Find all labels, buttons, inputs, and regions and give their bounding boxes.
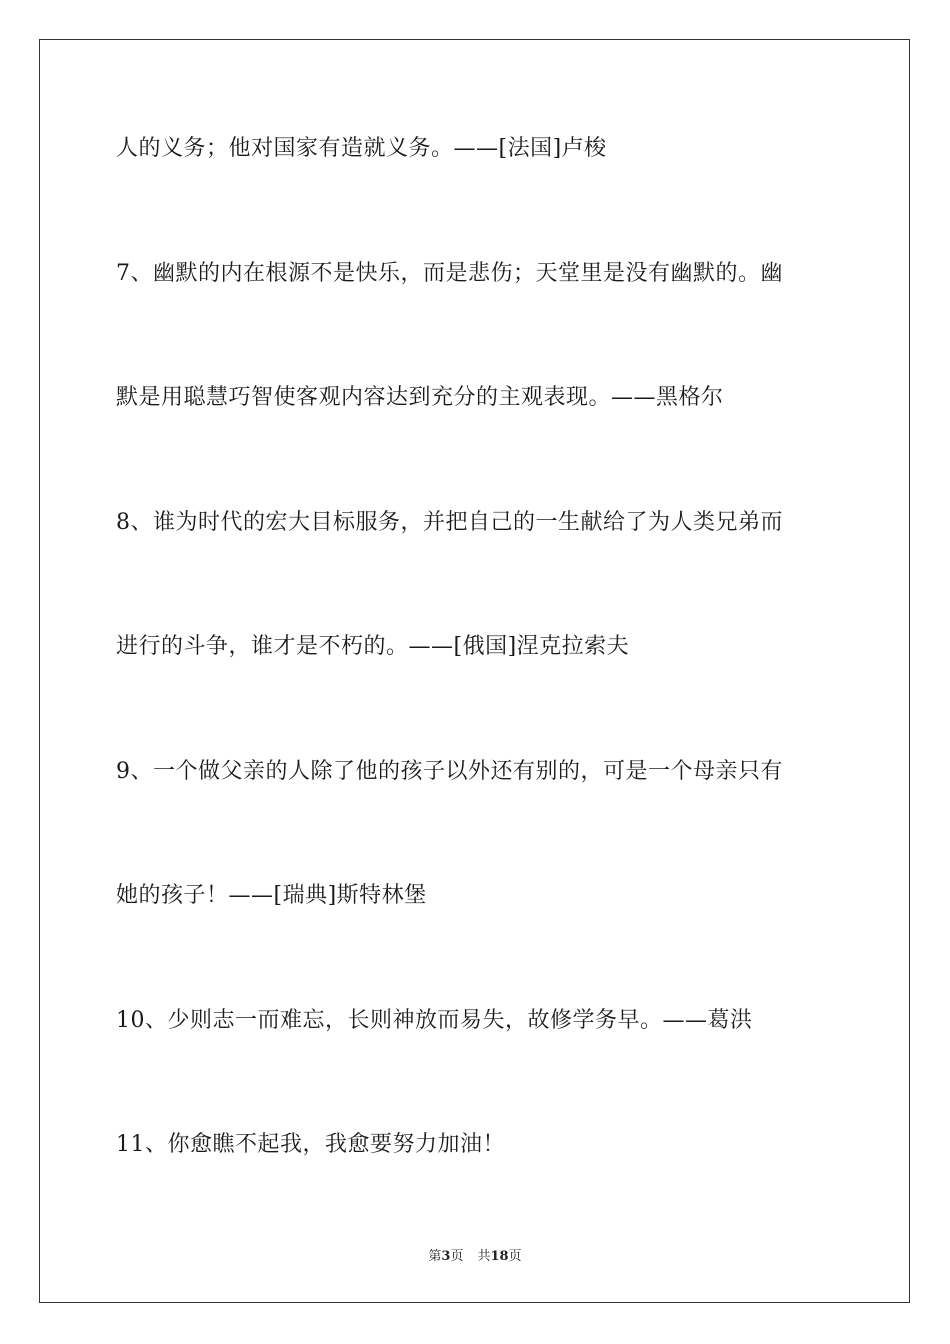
- page-border: [39, 39, 910, 1303]
- text-line: 进行的斗争，谁才是不朽的。——[俄国]涅克拉索夫: [116, 634, 630, 659]
- text-line: 她的孩子！——[瑞典]斯特林堡: [116, 883, 427, 908]
- text-line: 7、幽默的内在根源不是快乐，而是悲伤；天堂里是没有幽默的。幽: [116, 261, 783, 286]
- text-line: 人的义务；他对国家有造就义务。——[法国]卢梭: [116, 136, 607, 161]
- text-line: 9、一个做父亲的人除了他的孩子以外还有别的，可是一个母亲只有: [116, 759, 783, 784]
- page-footer: [0, 1248, 950, 1266]
- text-line: 默是用聪慧巧智使客观内容达到充分的主观表现。——黑格尔: [116, 385, 724, 410]
- text-line: 11、你愈瞧不起我，我愈要努力加油！: [116, 1132, 505, 1157]
- page-total: 共18页: [477, 1249, 522, 1264]
- text-line: 10、少则志一而难忘，长则神放而易失，故修学务早。——葛洪: [116, 1008, 753, 1033]
- page-number: 第3页: [428, 1249, 464, 1264]
- text-line: 8、谁为时代的宏大目标服务，并把自己的一生献给了为人类兄弟而: [116, 510, 783, 535]
